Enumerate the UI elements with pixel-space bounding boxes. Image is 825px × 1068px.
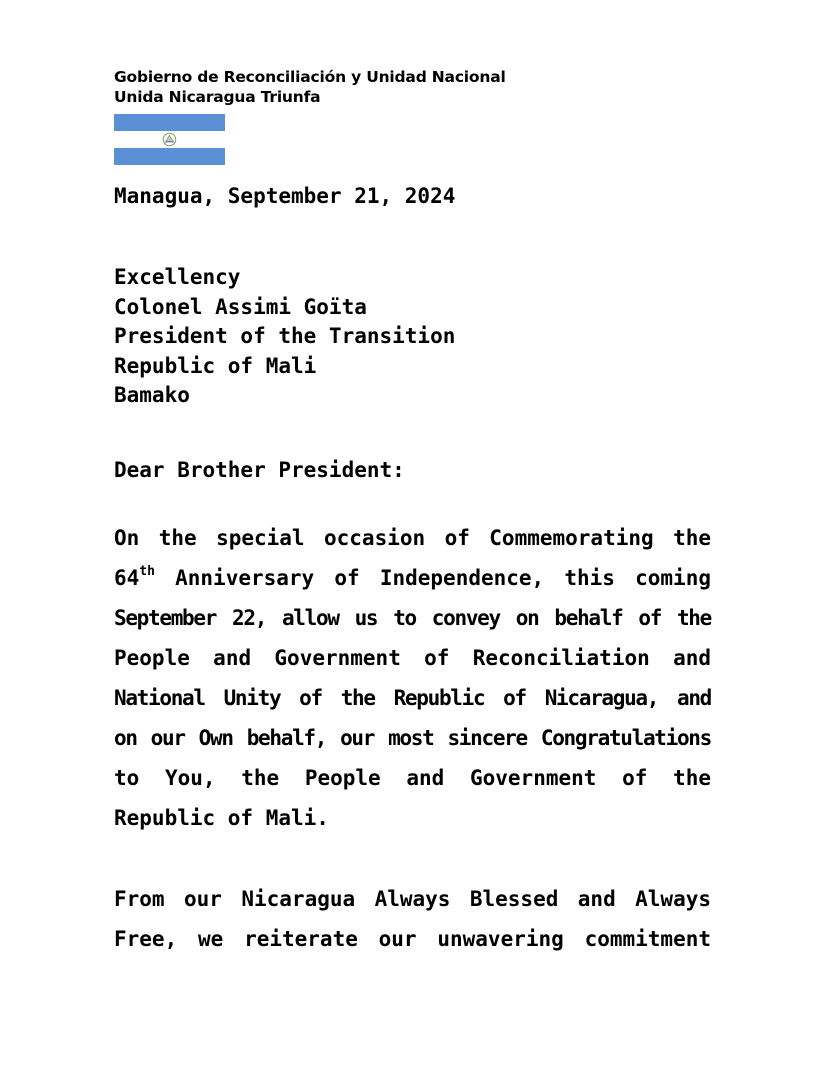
salutation: Dear Brother President: (114, 458, 405, 482)
recipient-city: Bamako (114, 383, 190, 408)
nicaragua-flag-icon (114, 114, 225, 165)
recipient-name: Colonel Assimi Goïta (114, 294, 367, 319)
recipient-country: Republic of Mali (114, 353, 317, 378)
recipient-position: President of the Transition (114, 324, 456, 349)
ordinal-suffix: th (139, 564, 155, 579)
paragraph-commitment (114, 879, 711, 959)
paragraph-line: From our Nicaragua Always Blessed and Always (114, 887, 711, 911)
paragraph-line: On the special occasion of Commemorating the (114, 526, 711, 550)
paragraph-line: to You, the People and Government of the (114, 766, 711, 790)
paragraph-line: People and Government of Reconciliation and (114, 646, 711, 670)
paragraph-line: on our Own behalf, our most sincere Congratulations (114, 726, 711, 750)
flag-bottom-stripe (114, 148, 225, 165)
letter-date: Managua, September 21, 2024 (114, 184, 456, 208)
coat-of-arms-icon (114, 131, 225, 148)
paragraph-line: National Unity of the Republic of Nicaragua, and (114, 686, 711, 710)
government-header (114, 67, 506, 107)
recipient-block (114, 263, 455, 411)
government-slogan: Unida Nicaragua Triunfa (114, 88, 321, 106)
anniversary-text: Anniversary of Independence, this coming (154, 566, 711, 590)
paragraph-congratulations (114, 518, 711, 838)
government-name: Gobierno de Reconciliación y Unidad Nacional (114, 68, 506, 86)
flag-middle-stripe (114, 131, 225, 148)
recipient-title: Excellency (114, 265, 241, 289)
paragraph-line: Republic of Mali. (114, 806, 329, 830)
paragraph-line (114, 558, 711, 598)
paragraph-line: Free, we reiterate our unwavering commitment (114, 927, 711, 951)
paragraph-line: September 22, allow us to convey on behalf of the (114, 606, 711, 630)
flag-top-stripe (114, 114, 225, 131)
anniversary-number: 64 (114, 566, 140, 590)
